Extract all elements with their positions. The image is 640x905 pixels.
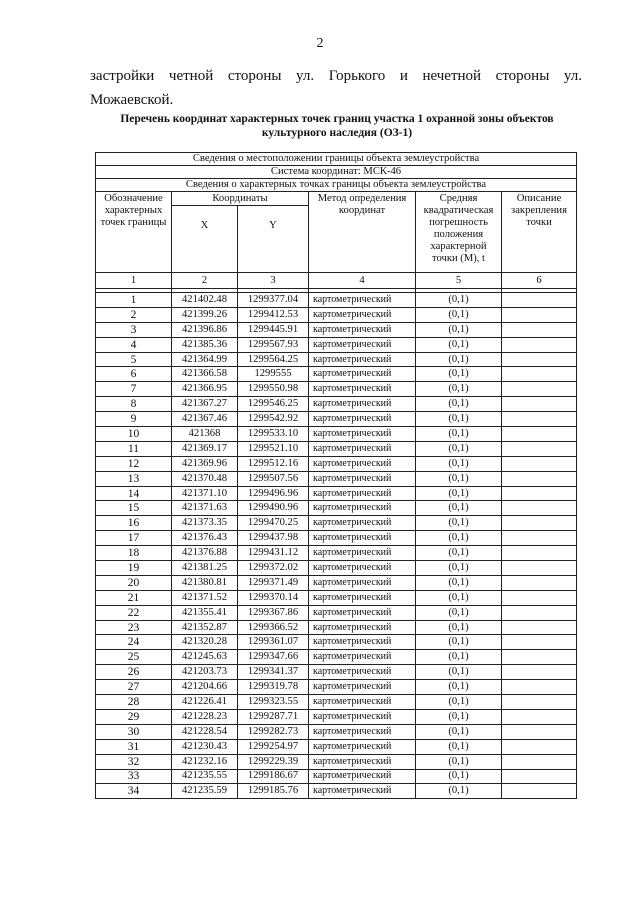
x-coordinate-cell: 421367.46 (172, 412, 238, 427)
x-coordinate-cell: 421355.41 (172, 605, 238, 620)
column-number: 5 (416, 273, 502, 289)
column-numbers-row (96, 273, 577, 289)
description-cell (502, 352, 577, 367)
table-row (96, 590, 577, 605)
point-number-cell: 19 (96, 561, 172, 576)
description-cell (502, 620, 577, 635)
point-number-cell: 14 (96, 486, 172, 501)
table-row (96, 605, 577, 620)
table-row (96, 635, 577, 650)
x-coordinate-cell: 421352.87 (172, 620, 238, 635)
x-coordinate-cell: 421371.63 (172, 501, 238, 516)
x-coordinate-cell: 421369.17 (172, 441, 238, 456)
x-coordinate-cell: 421371.52 (172, 590, 238, 605)
table-row (96, 501, 577, 516)
table-row (96, 382, 577, 397)
method-cell: картометрический (309, 561, 416, 576)
table-row (96, 709, 577, 724)
y-coordinate-cell: 1299412.53 (238, 307, 309, 322)
method-cell: картометрический (309, 471, 416, 486)
description-cell (502, 695, 577, 710)
coord-system-row (96, 166, 577, 179)
method-cell: картометрический (309, 575, 416, 590)
method-cell: картометрический (309, 293, 416, 308)
method-cell: картометрический (309, 427, 416, 442)
intro-word: ул. (563, 68, 582, 84)
table-row (96, 412, 577, 427)
error-cell: (0,1) (416, 471, 502, 486)
method-cell: картометрический (309, 456, 416, 471)
y-coordinate-cell: 1299341.37 (238, 665, 309, 680)
x-coordinate-cell: 421385.36 (172, 337, 238, 352)
x-coordinate-cell: 421235.55 (172, 769, 238, 784)
points-header-row (96, 179, 577, 192)
point-number-cell: 1 (96, 293, 172, 308)
description-cell (502, 337, 577, 352)
table-row (96, 784, 577, 799)
error-cell: (0,1) (416, 293, 502, 308)
description-cell (502, 322, 577, 337)
point-number-cell: 12 (96, 456, 172, 471)
y-coordinate-cell: 1299542.92 (238, 412, 309, 427)
error-cell: (0,1) (416, 427, 502, 442)
method-cell: картометрический (309, 412, 416, 427)
list-title-line-2: культурного наследия (ОЗ-1) (261, 127, 413, 139)
y-coordinate-cell: 1299361.07 (238, 635, 309, 650)
description-cell (502, 382, 577, 397)
error-cell: (0,1) (416, 784, 502, 799)
error-cell: (0,1) (416, 590, 502, 605)
x-coordinate-cell: 421226.41 (172, 695, 238, 710)
y-coordinate-cell: 1299254.97 (238, 739, 309, 754)
x-coordinate-cell: 421366.58 (172, 367, 238, 382)
description-cell (502, 486, 577, 501)
description-cell (502, 680, 577, 695)
method-cell: картометрический (309, 337, 416, 352)
y-coordinate-cell: 1299470.25 (238, 516, 309, 531)
y-coordinate-cell: 1299186.67 (238, 769, 309, 784)
y-coordinate-cell: 1299282.73 (238, 724, 309, 739)
point-number-cell: 34 (96, 784, 172, 799)
y-coordinate-cell: 1299431.12 (238, 546, 309, 561)
col-designation-header: Обозначение характерных точек границы (96, 192, 172, 273)
error-cell: (0,1) (416, 561, 502, 576)
error-cell: (0,1) (416, 680, 502, 695)
coord-system: Система координат: МСК-46 (96, 166, 577, 179)
method-cell: картометрический (309, 486, 416, 501)
error-cell: (0,1) (416, 337, 502, 352)
list-title-line-1: Перечень координат характерных точек границ участка 1 охранной зоны объектов (120, 113, 554, 125)
point-number-cell: 32 (96, 754, 172, 769)
location-header: Сведения о местоположении границы объекта землеустройства (96, 153, 577, 166)
intro-word: застройки (90, 68, 155, 84)
point-number-cell: 29 (96, 709, 172, 724)
x-coordinate-cell: 421369.96 (172, 456, 238, 471)
table-row (96, 695, 577, 710)
method-cell: картометрический (309, 367, 416, 382)
intro-line-1 (90, 64, 582, 88)
table-row (96, 650, 577, 665)
intro-line-2: Можаевской. (90, 92, 174, 108)
table-row (96, 307, 577, 322)
point-number-cell: 18 (96, 546, 172, 561)
error-cell: (0,1) (416, 486, 502, 501)
method-cell: картометрический (309, 352, 416, 367)
description-cell (502, 650, 577, 665)
table-row (96, 397, 577, 412)
method-cell: картометрический (309, 650, 416, 665)
column-number: 3 (238, 273, 309, 289)
method-cell: картометрический (309, 665, 416, 680)
method-cell: картометрический (309, 382, 416, 397)
method-cell: картометрический (309, 501, 416, 516)
point-number-cell: 4 (96, 337, 172, 352)
method-cell: картометрический (309, 695, 416, 710)
table-row (96, 769, 577, 784)
description-cell (502, 516, 577, 531)
table-row (96, 754, 577, 769)
error-cell: (0,1) (416, 441, 502, 456)
col-y-header: Y (238, 206, 309, 273)
y-coordinate-cell: 1299377.04 (238, 293, 309, 308)
error-cell: (0,1) (416, 709, 502, 724)
error-cell: (0,1) (416, 724, 502, 739)
description-cell (502, 575, 577, 590)
col-coordinates-header: Координаты (172, 192, 309, 206)
x-coordinate-cell: 421203.73 (172, 665, 238, 680)
method-cell: картометрический (309, 546, 416, 561)
description-cell (502, 590, 577, 605)
error-cell: (0,1) (416, 575, 502, 590)
y-coordinate-cell: 1299567.93 (238, 337, 309, 352)
y-coordinate-cell: 1299323.55 (238, 695, 309, 710)
point-number-cell: 7 (96, 382, 172, 397)
method-cell: картометрический (309, 605, 416, 620)
y-coordinate-cell: 1299229.39 (238, 754, 309, 769)
method-cell: картометрический (309, 739, 416, 754)
method-cell: картометрический (309, 635, 416, 650)
intro-word: ул. (296, 68, 315, 84)
error-cell: (0,1) (416, 307, 502, 322)
y-coordinate-cell: 1299319.78 (238, 680, 309, 695)
x-coordinate-cell: 421204.66 (172, 680, 238, 695)
point-number-cell: 25 (96, 650, 172, 665)
point-number-cell: 10 (96, 427, 172, 442)
x-coordinate-cell: 421371.10 (172, 486, 238, 501)
x-coordinate-cell: 421364.99 (172, 352, 238, 367)
error-cell: (0,1) (416, 695, 502, 710)
point-number-cell: 17 (96, 531, 172, 546)
table-row (96, 575, 577, 590)
point-number-cell: 13 (96, 471, 172, 486)
point-number-cell: 20 (96, 575, 172, 590)
method-cell: картометрический (309, 680, 416, 695)
table-row (96, 322, 577, 337)
error-cell: (0,1) (416, 382, 502, 397)
y-coordinate-cell: 1299367.86 (238, 605, 309, 620)
description-cell (502, 754, 577, 769)
table-row (96, 456, 577, 471)
y-coordinate-cell: 1299437.98 (238, 531, 309, 546)
description-cell (502, 501, 577, 516)
y-coordinate-cell: 1299550.98 (238, 382, 309, 397)
table-row (96, 739, 577, 754)
col-x-header: X (172, 206, 238, 273)
description-cell (502, 293, 577, 308)
x-coordinate-cell: 421402.48 (172, 293, 238, 308)
point-number-cell: 33 (96, 769, 172, 784)
table-row (96, 546, 577, 561)
x-coordinate-cell: 421366.95 (172, 382, 238, 397)
y-coordinate-cell: 1299287.71 (238, 709, 309, 724)
x-coordinate-cell: 421368 (172, 427, 238, 442)
col-error-header: Средняя квадратическая погрешность положения характерной точки (М), t (416, 192, 502, 273)
y-coordinate-cell: 1299371.49 (238, 575, 309, 590)
column-number: 1 (96, 273, 172, 289)
table-row (96, 561, 577, 576)
x-coordinate-cell: 421380.81 (172, 575, 238, 590)
point-number-cell: 15 (96, 501, 172, 516)
table-row (96, 516, 577, 531)
point-number-cell: 24 (96, 635, 172, 650)
description-cell (502, 561, 577, 576)
point-number-cell: 30 (96, 724, 172, 739)
y-coordinate-cell: 1299521.10 (238, 441, 309, 456)
error-cell: (0,1) (416, 397, 502, 412)
method-cell: картометрический (309, 754, 416, 769)
intro-word: и (399, 68, 408, 84)
y-coordinate-cell: 1299555 (238, 367, 309, 382)
method-cell: картометрический (309, 590, 416, 605)
x-coordinate-cell: 421228.54 (172, 724, 238, 739)
point-number-cell: 21 (96, 590, 172, 605)
error-cell: (0,1) (416, 769, 502, 784)
table-row (96, 724, 577, 739)
point-number-cell: 31 (96, 739, 172, 754)
coordinates-list-title (96, 112, 578, 140)
col-method-header: Метод определения координат (309, 192, 416, 273)
table-row (96, 620, 577, 635)
table-row (96, 531, 577, 546)
point-number-cell: 26 (96, 665, 172, 680)
method-cell: картометрический (309, 322, 416, 337)
y-coordinate-cell: 1299347.66 (238, 650, 309, 665)
error-cell: (0,1) (416, 650, 502, 665)
intro-word: стороны (227, 68, 282, 84)
error-cell: (0,1) (416, 531, 502, 546)
page-number: 2 (316, 36, 324, 51)
description-cell (502, 739, 577, 754)
x-coordinate-cell: 421373.35 (172, 516, 238, 531)
x-coordinate-cell: 421232.16 (172, 754, 238, 769)
intro-word: Горького (328, 68, 386, 84)
table-row (96, 367, 577, 382)
intro-paragraph (90, 64, 582, 112)
description-cell (502, 665, 577, 680)
x-coordinate-cell: 421370.48 (172, 471, 238, 486)
error-cell: (0,1) (416, 665, 502, 680)
table-row (96, 665, 577, 680)
column-number: 6 (502, 273, 577, 289)
point-number-cell: 6 (96, 367, 172, 382)
x-coordinate-cell: 421235.59 (172, 784, 238, 799)
y-coordinate-cell: 1299512.16 (238, 456, 309, 471)
error-cell: (0,1) (416, 516, 502, 531)
table-row (96, 680, 577, 695)
description-cell (502, 709, 577, 724)
description-cell (502, 441, 577, 456)
y-coordinate-cell: 1299507.56 (238, 471, 309, 486)
y-coordinate-cell: 1299533.10 (238, 427, 309, 442)
error-cell: (0,1) (416, 754, 502, 769)
method-cell: картометрический (309, 784, 416, 799)
method-cell: картометрический (309, 620, 416, 635)
table-row (96, 337, 577, 352)
y-coordinate-cell: 1299445.91 (238, 322, 309, 337)
description-cell (502, 784, 577, 799)
error-cell: (0,1) (416, 322, 502, 337)
x-coordinate-cell: 421381.25 (172, 561, 238, 576)
point-number-cell: 16 (96, 516, 172, 531)
description-cell (502, 397, 577, 412)
point-number-cell: 11 (96, 441, 172, 456)
point-number-cell: 2 (96, 307, 172, 322)
description-cell (502, 724, 577, 739)
point-number-cell: 27 (96, 680, 172, 695)
point-number-cell: 9 (96, 412, 172, 427)
y-coordinate-cell: 1299496.96 (238, 486, 309, 501)
error-cell: (0,1) (416, 367, 502, 382)
table-row (96, 441, 577, 456)
method-cell: картометрический (309, 307, 416, 322)
error-cell: (0,1) (416, 739, 502, 754)
x-coordinate-cell: 421376.88 (172, 546, 238, 561)
y-coordinate-cell: 1299564.25 (238, 352, 309, 367)
table-row (96, 471, 577, 486)
point-number-cell: 5 (96, 352, 172, 367)
y-coordinate-cell: 1299185.76 (238, 784, 309, 799)
description-cell (502, 635, 577, 650)
point-number-cell: 3 (96, 322, 172, 337)
location-header-row (96, 153, 577, 166)
intro-word: нечетной (422, 68, 482, 84)
error-cell: (0,1) (416, 635, 502, 650)
point-number-cell: 23 (96, 620, 172, 635)
table-row (96, 293, 577, 308)
y-coordinate-cell: 1299490.96 (238, 501, 309, 516)
description-cell (502, 412, 577, 427)
error-cell: (0,1) (416, 620, 502, 635)
x-coordinate-cell: 421399.26 (172, 307, 238, 322)
method-cell: картометрический (309, 724, 416, 739)
description-cell (502, 307, 577, 322)
y-coordinate-cell: 1299370.14 (238, 590, 309, 605)
table-row (96, 352, 577, 367)
method-cell: картометрический (309, 397, 416, 412)
method-cell: картометрический (309, 441, 416, 456)
error-cell: (0,1) (416, 352, 502, 367)
x-coordinate-cell: 421228.23 (172, 709, 238, 724)
description-cell (502, 769, 577, 784)
x-coordinate-cell: 421245.63 (172, 650, 238, 665)
method-cell: картометрический (309, 531, 416, 546)
point-number-cell: 8 (96, 397, 172, 412)
y-coordinate-cell: 1299372.02 (238, 561, 309, 576)
column-header-row-1 (96, 192, 577, 206)
description-cell (502, 427, 577, 442)
x-coordinate-cell: 421367.27 (172, 397, 238, 412)
x-coordinate-cell: 421396.86 (172, 322, 238, 337)
column-number: 4 (309, 273, 416, 289)
point-number-cell: 28 (96, 695, 172, 710)
error-cell: (0,1) (416, 456, 502, 471)
description-cell (502, 367, 577, 382)
point-number-cell: 22 (96, 605, 172, 620)
description-cell (502, 531, 577, 546)
error-cell: (0,1) (416, 546, 502, 561)
error-cell: (0,1) (416, 501, 502, 516)
error-cell: (0,1) (416, 412, 502, 427)
x-coordinate-cell: 421230.43 (172, 739, 238, 754)
y-coordinate-cell: 1299546.25 (238, 397, 309, 412)
description-cell (502, 605, 577, 620)
y-coordinate-cell: 1299366.52 (238, 620, 309, 635)
table-row (96, 486, 577, 501)
intro-word: четной (168, 68, 214, 84)
error-cell: (0,1) (416, 605, 502, 620)
col-description-header: Описание закрепления точки (502, 192, 577, 273)
description-cell (502, 546, 577, 561)
method-cell: картометрический (309, 516, 416, 531)
intro-word: стороны (495, 68, 550, 84)
description-cell (502, 471, 577, 486)
description-cell (502, 456, 577, 471)
points-header: Сведения о характерных точках границы объекта землеустройства (96, 179, 577, 192)
x-coordinate-cell: 421320.28 (172, 635, 238, 650)
method-cell: картометрический (309, 709, 416, 724)
x-coordinate-cell: 421376.43 (172, 531, 238, 546)
table-row (96, 427, 577, 442)
column-number: 2 (172, 273, 238, 289)
method-cell: картометрический (309, 769, 416, 784)
coordinates-table (95, 152, 577, 799)
